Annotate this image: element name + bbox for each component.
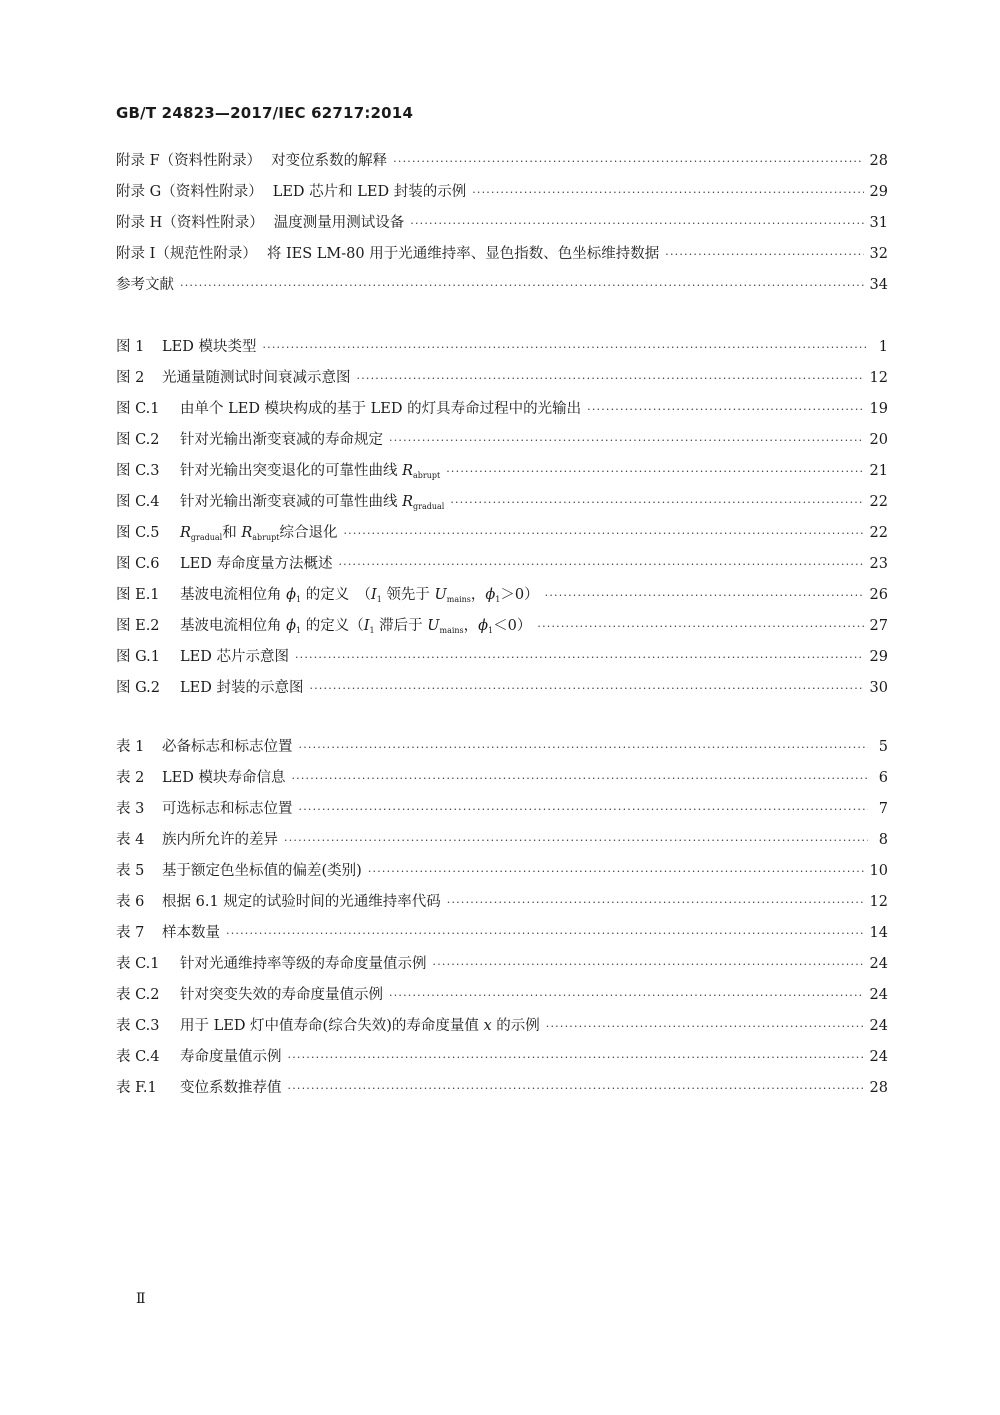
math-variable: I: [370, 587, 377, 603]
toc-table-number: 表 1: [116, 739, 145, 755]
toc-figure-title: 由单个 LED 模块构成的基于 LED 的灯具寿命过程中的光输出: [180, 401, 582, 417]
toc-page-number: 7: [878, 801, 888, 817]
toc-page-number: 12: [869, 370, 888, 386]
math-variable: ϕ: [485, 587, 496, 603]
toc-leader: [284, 830, 868, 852]
toc-page-number: 24: [869, 1049, 888, 1065]
toc-page-number: 26: [869, 587, 888, 603]
toc-leader: [299, 737, 869, 759]
toc-figure-number: 图 C.4: [116, 494, 160, 510]
toc-figure-title: LED 封装的示意图: [180, 680, 304, 696]
toc-page-number: 30: [869, 680, 888, 696]
toc-figure-number: 图 G.1: [116, 649, 161, 665]
math-subscript: 1: [376, 595, 382, 604]
title-text: 基波电流相位角: [180, 587, 287, 603]
toc-figure-number: 图 2: [116, 370, 145, 386]
toc-page-number: 27: [869, 618, 888, 634]
toc-leader: [450, 492, 863, 514]
toc-entry-figure[interactable]: [116, 553, 888, 575]
toc-page-number: 28: [869, 1080, 888, 1096]
title-text: 基波电流相位角: [180, 618, 287, 634]
title-text: 的示例: [491, 1018, 540, 1034]
toc-figure-title: [180, 491, 444, 518]
toc-entry-table[interactable]: [116, 1046, 888, 1068]
toc-page-number: 34: [869, 277, 888, 293]
toc-figure-number: 图 C.3: [116, 463, 160, 479]
toc-leader: [447, 892, 864, 914]
toc-leader: [389, 430, 864, 452]
toc-figure-title: LED 模块类型: [162, 339, 257, 355]
toc-entry-figure[interactable]: [116, 491, 888, 513]
toc-page-number: 1: [878, 339, 888, 355]
toc-table-number: 表 3: [116, 801, 145, 817]
toc-figure-number: 图 E.1: [116, 587, 160, 603]
toc-leader: [309, 678, 863, 700]
toc-page-number: 29: [869, 649, 888, 665]
title-text: 的定义 （: [301, 587, 371, 603]
toc-table-title: 变位系数推荐值: [180, 1080, 282, 1096]
toc-leader: [295, 647, 864, 669]
toc-page-number: 28: [869, 153, 888, 169]
toc-annex-label: 附录 G（资料性附录）: [116, 184, 263, 200]
toc-figure-title: 针对光输出渐变衰减的寿命规定: [180, 432, 383, 448]
toc-leader: [343, 523, 863, 545]
toc-entry-table[interactable]: [116, 922, 888, 944]
toc-entry-figure[interactable]: [116, 677, 888, 699]
toc-leader: [537, 616, 863, 638]
math-variable: R: [402, 494, 414, 510]
math-subscript: mains: [439, 626, 464, 635]
toc-page-number: 29: [869, 184, 888, 200]
toc-table-title: 族内所允许的差异: [162, 832, 278, 848]
math-subscript: gradual: [413, 502, 445, 511]
math-subscript: mains: [446, 595, 471, 604]
toc-figure-title: [180, 584, 539, 611]
toc-table-title: 针对光通维持率等级的寿命度量值示例: [180, 956, 427, 972]
math-subscript: abrupt: [252, 533, 280, 542]
toc-entry-table[interactable]: [116, 829, 888, 851]
toc-annex-label: 附录 I（规范性附录）: [116, 246, 257, 262]
toc-table-title: 样本数量: [162, 925, 220, 941]
math-variable: x: [483, 1018, 492, 1034]
toc-entry-table[interactable]: [116, 1077, 888, 1099]
toc-table-title: 必备标志和标志位置: [162, 739, 293, 755]
math-subscript: 1: [296, 595, 302, 604]
toc-table-title: 寿命度量值示例: [180, 1049, 282, 1065]
math-variable: R: [180, 525, 191, 541]
toc-leader: [262, 337, 868, 359]
title-text: ，: [470, 587, 486, 603]
toc-leader: [338, 554, 863, 576]
toc-entry-figure[interactable]: [116, 367, 888, 389]
math-variable: U: [434, 587, 447, 603]
toc-annex-title: 对变位系数的解释: [271, 153, 388, 169]
math-variable: ϕ: [286, 587, 296, 603]
toc-leader: [393, 151, 863, 173]
toc-leader: [291, 768, 868, 790]
toc-leader: [665, 244, 863, 266]
toc-entry-annex-f[interactable]: [116, 150, 888, 172]
title-text: 的定义（: [301, 618, 364, 634]
toc-entry-figure[interactable]: [116, 398, 888, 420]
math-subscript: 1: [495, 595, 501, 604]
toc-page-number: 14: [869, 925, 888, 941]
toc-figure-title: [180, 460, 440, 487]
toc-page-number: 6: [878, 770, 888, 786]
toc-entry-annex-h[interactable]: [116, 212, 888, 234]
math-variable: R: [241, 525, 253, 541]
toc-figure-title: [180, 615, 531, 642]
toc-table-title: 针对突变失效的寿命度量值示例: [180, 987, 383, 1003]
toc-leader: [389, 985, 864, 1007]
toc-page-number: 12: [869, 894, 888, 910]
toc-table-title: 基于额定色坐标值的偏差(类别): [162, 863, 362, 879]
toc-table-number: 表 4: [116, 832, 145, 848]
toc-entry-table[interactable]: [116, 767, 888, 789]
toc-leader: [180, 275, 864, 297]
toc-entry-table[interactable]: [116, 953, 888, 975]
toc-figure-number: 图 C.5: [116, 525, 160, 541]
toc-leader: [368, 861, 864, 883]
toc-annex-label: 附录 F（资料性附录）: [116, 153, 262, 169]
toc-figure-number: 图 1: [116, 339, 145, 355]
toc-entry-table[interactable]: [116, 860, 888, 882]
toc-entry-annex-g[interactable]: [116, 181, 888, 203]
toc-leader: [587, 399, 863, 421]
toc-leader: [299, 799, 869, 821]
toc-leader: [288, 1078, 864, 1100]
math-variable: ϕ: [286, 618, 296, 634]
toc-entry-figure[interactable]: [116, 584, 888, 606]
toc-entry-figure[interactable]: [116, 522, 888, 544]
title-text: 针对光输出突变退化的可靠性曲线: [180, 463, 403, 479]
math-subscript: gradual: [190, 533, 223, 542]
toc-entry-table[interactable]: [116, 1015, 888, 1037]
page-number: Ⅱ: [136, 1291, 146, 1307]
math-subscript: 1: [488, 626, 494, 635]
standard-number: GB/T 24823—2017/IEC 62717:2014: [116, 104, 414, 122]
math-variable: I: [363, 618, 370, 634]
toc-entry-figure[interactable]: [116, 646, 888, 668]
toc-figure-title: [180, 522, 337, 549]
toc-page-number: 23: [869, 556, 888, 572]
toc-table-title: 根据 6.1 规定的试验时间的光通维持率代码: [162, 894, 441, 910]
toc-table-number: 表 C.2: [116, 987, 160, 1003]
toc-page-number: 8: [878, 832, 888, 848]
title-text: 和: [222, 525, 242, 541]
toc-page-number: 24: [869, 987, 888, 1003]
toc-annex-title: 参考文献: [116, 277, 174, 293]
toc-annex-title: LED 芯片和 LED 封装的示例: [272, 184, 467, 200]
toc-table-title: 可选标志和标志位置: [162, 801, 293, 817]
toc-figure-title: LED 寿命度量方法概述: [180, 556, 333, 572]
math-subscript: 1: [296, 626, 302, 635]
toc-leader: [545, 585, 864, 607]
toc-entry-table[interactable]: [116, 736, 888, 758]
toc-page-number: 19: [869, 401, 888, 417]
toc-page-number: 10: [869, 863, 888, 879]
toc-table-number: 表 2: [116, 770, 145, 786]
toc-entry-figure[interactable]: [116, 336, 888, 358]
toc-entry-figure[interactable]: [116, 615, 888, 637]
toc-page-number: 24: [869, 956, 888, 972]
toc-leader: [546, 1016, 864, 1038]
title-text: 领先于: [381, 587, 435, 603]
toc-table-number: 表 F.1: [116, 1080, 157, 1096]
title-text: 针对光输出渐变衰减的可靠性曲线: [180, 494, 403, 510]
toc-leader: [226, 923, 864, 945]
toc-leader: [472, 182, 863, 204]
toc-annex-title: 将 IES LM-80 用于光通维持率、显色指数、色坐标维持数据: [266, 246, 660, 262]
toc-entry-table[interactable]: [116, 984, 888, 1006]
title-text: ＜0）: [493, 618, 532, 634]
toc-entry-annex-i[interactable]: [116, 243, 888, 265]
toc-entry-table[interactable]: [116, 891, 888, 913]
toc-table-number: 表 7: [116, 925, 145, 941]
toc-table-number: 表 C.3: [116, 1018, 160, 1034]
toc-figure-number: 图 C.1: [116, 401, 160, 417]
toc-page-number: 5: [878, 739, 888, 755]
toc-figure-title: LED 芯片示意图: [180, 649, 289, 665]
toc-entry-table[interactable]: [116, 798, 888, 820]
toc-leader: [433, 954, 864, 976]
title-text: ，: [463, 618, 479, 634]
toc-page-number: 31: [869, 215, 888, 231]
toc-leader: [288, 1047, 864, 1069]
toc-annex-title: 温度测量用测试设备: [273, 215, 405, 231]
math-subscript: abrupt: [413, 471, 441, 480]
toc-annex-label: 附录 H（资料性附录）: [116, 215, 264, 231]
toc-table-number: 表 6: [116, 894, 145, 910]
toc-entry-bibliography[interactable]: [116, 274, 888, 296]
toc-leader: [410, 213, 863, 235]
math-variable: ϕ: [478, 618, 489, 634]
title-text: 综合退化: [279, 525, 338, 541]
toc-table-title: LED 模块寿命信息: [162, 770, 286, 786]
toc-page-number: 32: [869, 246, 888, 262]
toc-leader: [446, 461, 863, 483]
math-variable: R: [402, 463, 414, 479]
toc-page-number: 20: [869, 432, 888, 448]
toc-leader: [357, 368, 864, 390]
title-text: 滞后于: [374, 618, 428, 634]
toc-figure-number: 图 C.2: [116, 432, 160, 448]
math-variable: U: [427, 618, 440, 634]
math-subscript: 1: [369, 626, 375, 635]
title-text: 用于 LED 灯中值寿命(综合失效)的寿命度量值: [180, 1018, 484, 1034]
toc-page-number: 24: [869, 1018, 888, 1034]
toc-entry-figure[interactable]: [116, 429, 888, 451]
toc-figure-number: 图 G.2: [116, 680, 161, 696]
toc-table-number: 表 C.4: [116, 1049, 160, 1065]
toc-page-number: 21: [869, 463, 888, 479]
toc-figure-number: 图 E.2: [116, 618, 160, 634]
toc-table-number: 表 5: [116, 863, 145, 879]
toc-entry-figure[interactable]: [116, 460, 888, 482]
toc-page-number: 22: [869, 494, 888, 510]
title-text: ＞0）: [500, 587, 539, 603]
toc-table-title: [180, 1015, 540, 1037]
toc-figure-title: 光通量随测试时间衰减示意图: [162, 370, 351, 386]
toc-table-number: 表 C.1: [116, 956, 160, 972]
toc-page-number: 22: [869, 525, 888, 541]
toc-figure-number: 图 C.6: [116, 556, 160, 572]
